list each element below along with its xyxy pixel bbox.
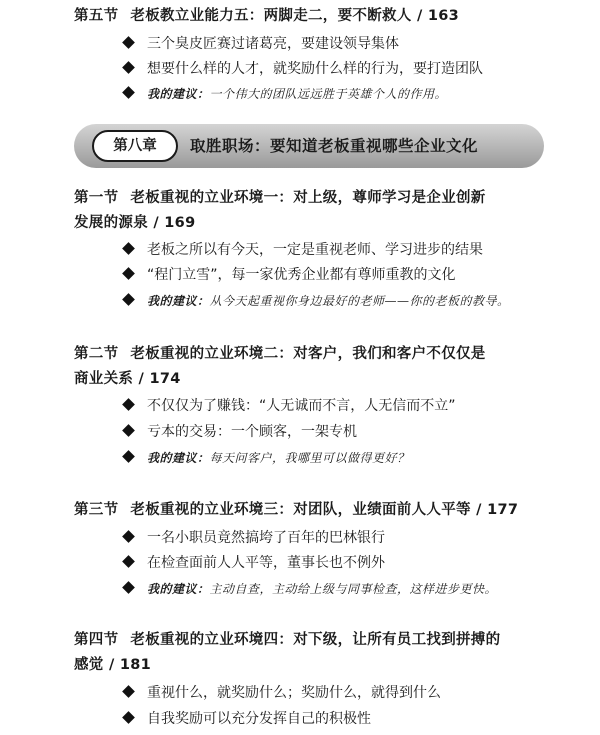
advice-line: 我的建议：一个伟大的团队远远胜于英雄个人的作用。 <box>124 84 564 104</box>
list-item: 一名小职员竟然搞垮了百年的巴林银行 <box>124 528 564 548</box>
diamond-bullet-icon <box>122 424 135 437</box>
section-2-heading-line1: 老板重视的立业环境二：对客户，我们和客户不仅仅是 <box>130 346 486 362</box>
diamond-bullet-icon <box>122 398 135 411</box>
diamond-bullet-icon <box>122 711 135 724</box>
section-1-number: 第一节 <box>74 190 119 206</box>
section-5-title <box>74 4 554 29</box>
advice-line: 我的建议：从今天起重视你身边最好的老师——你的老板的教导。 <box>124 291 564 311</box>
chapter-number: 第八章 <box>92 130 178 162</box>
section-2-title <box>74 342 554 392</box>
section-2-number: 第二节 <box>74 346 119 362</box>
section-1-heading-line2: 发展的源泉 / 169 <box>74 215 196 231</box>
advice-line: 我的建议：主动自查，主动给上级与同事检查，这样进步更快。 <box>124 579 564 599</box>
diamond-bullet-icon <box>122 581 135 594</box>
section-4-heading-line2: 感觉 / 181 <box>74 657 152 673</box>
diamond-bullet-icon <box>122 555 135 568</box>
diamond-bullet-icon <box>122 530 135 543</box>
diamond-bullet-icon <box>122 86 135 99</box>
section-3-title <box>74 498 554 523</box>
list-item: 老板之所以有今天，一定是重视老师、学习进步的结果 <box>124 240 564 260</box>
list-item: 亏本的交易：一个顾客，一架专机 <box>124 422 564 442</box>
diamond-bullet-icon <box>122 61 135 74</box>
section-4-heading-line1: 老板重视的立业环境四：对下级，让所有员工找到拼搏的 <box>130 632 501 648</box>
list-item: 自我奖励可以充分发挥自己的积极性 <box>124 709 564 729</box>
section-3-number: 第三节 <box>74 502 119 518</box>
section-3-heading: 老板重视的立业环境三：对团队，业绩面前人人平等 / 177 <box>130 502 519 518</box>
section-1-heading-line1: 老板重视的立业环境一：对上级，尊师学习是企业创新 <box>130 190 486 206</box>
list-item: 在检查面前人人平等，董事长也不例外 <box>124 553 564 573</box>
diamond-bullet-icon <box>122 242 135 255</box>
chapter-banner <box>74 124 544 168</box>
list-item: 想要什么样的人才，就奖励什么样的行为，要打造团队 <box>124 59 564 79</box>
section-4-number: 第四节 <box>74 632 119 648</box>
advice-line: 我的建议：每天问客户，我哪里可以做得更好？ <box>124 448 564 468</box>
chapter-title: 取胜职场：要知道老板重视哪些企业文化 <box>190 137 479 155</box>
section-2-heading-line2: 商业关系 / 174 <box>74 371 181 387</box>
diamond-bullet-icon <box>122 450 135 463</box>
diamond-bullet-icon <box>122 685 135 698</box>
diamond-bullet-icon <box>122 267 135 280</box>
section-5-heading: 老板教立业能力五：两脚走二，要不断救人 / 163 <box>130 8 460 24</box>
section-5-number: 第五节 <box>74 8 119 24</box>
list-item: “程门立雪”，每一家优秀企业都有尊师重教的文化 <box>124 265 564 285</box>
list-item: 不仅仅为了赚钱：“人无诚而不言，人无信而不立” <box>124 396 564 416</box>
section-4-title <box>74 628 554 678</box>
diamond-bullet-icon <box>122 293 135 306</box>
list-item: 重视什么，就奖励什么；奖励什么，就得到什么 <box>124 683 564 703</box>
list-item: 三个臭皮匠赛过诸葛亮，要建设领导集体 <box>124 34 564 54</box>
diamond-bullet-icon <box>122 36 135 49</box>
section-1-title <box>74 186 554 236</box>
